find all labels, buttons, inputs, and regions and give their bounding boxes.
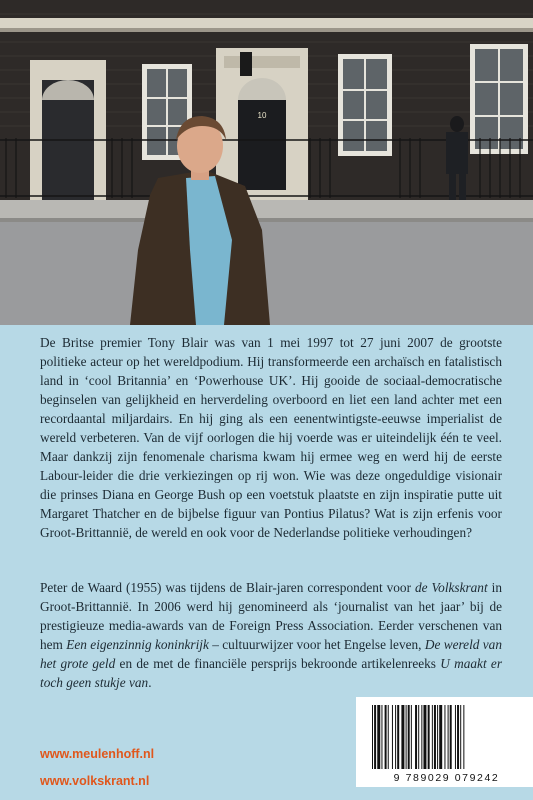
cover-photo-downing-street <box>0 0 533 325</box>
barcode <box>356 697 533 787</box>
barcode-bar <box>455 705 456 769</box>
bio-text-1: Peter de Waard (1955) was tijdens de Blair-jaren correspondent voor <box>40 580 415 595</box>
barcode-bar <box>463 705 464 769</box>
barcode-number: 9 789029 079242 <box>393 772 500 784</box>
barcode-bar <box>406 705 407 769</box>
blurb-paragraph: De Britse premier Tony Blair was van 1 mei 1997 tot 27 juni 2007 de grootste politieke acteur op het wereldpodium. Hij transformeerde een archaïsch en fatalistisch land in ‘cool Britannia’ en ‘Powerhouse UK’. Hij gooide de sociaal-democratische beginselen van gelijkheid en herverdeling overboord en liet een land achter met een recordaantal miljardairs. En hij ging als een eenentwintigste-eeuwse imperialist de wereld verbeteren. Van de vijf oorlogen die hij voerde was er uiteindelijk één te veel. Maar dankzij zijn fenomenale charisma kwam hij ermee weg en werd hij de eerste Labour-leider die drie verkiezingen op rij won. Wie was deze ongeduldige visionair die prinses Diana en George Bush op een voetstuk plaatste en zijn inspiratie putte uit Margaret Thatcher en de bijbelse figuur van Pontius Pilatus? Wat is zijn erfenis voor Groot-Brittannië, de wereld en ook voor de Nederlandse politieke verhoudingen? <box>40 335 502 540</box>
barcode-bar <box>421 705 422 769</box>
barcode-bar <box>385 705 387 769</box>
barcode-bar <box>444 705 445 769</box>
barcode-bar <box>381 705 382 769</box>
barcode-bar <box>374 705 376 769</box>
bio-text-5: . <box>148 675 152 690</box>
barcode-bar <box>448 705 449 769</box>
author-bio-paragraph <box>40 578 502 692</box>
barcode-bar <box>392 705 393 769</box>
bio-text-2: in Groot-Brittannië. In 2006 werd hij genomineerd als ‘journalist van het jaar’ bij de prestigieuze media-awards van de Foreign Press Association. Eerder verschenen van hem <box>40 580 502 652</box>
book-title-1: Een eigenzinnig koninkrijk <box>66 637 209 652</box>
door-number: 10 <box>257 111 267 120</box>
barcode-bar <box>411 705 412 769</box>
barcode-bar <box>377 705 380 769</box>
barcode-bar <box>432 705 433 769</box>
barcode-bar <box>401 705 404 769</box>
book-title-2: De wereld van het grote geld <box>40 637 502 671</box>
barcode-bar <box>450 705 452 769</box>
newspaper-title: de Volkskrant <box>414 580 488 595</box>
barcode-bar <box>395 705 396 769</box>
barcode-bar <box>439 705 442 769</box>
barcode-bar <box>418 705 419 769</box>
barcode-bar <box>408 705 410 769</box>
photo-illustration <box>0 0 533 325</box>
barcode-bar <box>372 705 373 769</box>
barcode-bars <box>370 705 520 769</box>
window-right-2 <box>470 44 528 154</box>
barcode-bar <box>428 705 430 769</box>
bio-text-4: en de met de financiële persprijs bekroonde artikelenreeks <box>115 656 441 671</box>
bio-text-3: – cultuurwijzer voor het Engelse leven, <box>208 637 425 652</box>
barcode-bar <box>434 705 436 769</box>
website-links <box>40 741 154 795</box>
barcode-bar <box>437 705 438 769</box>
barcode-bar <box>415 705 417 769</box>
newspaper-website-link[interactable]: www.volkskrant.nl <box>40 774 150 788</box>
author-bio <box>40 578 502 692</box>
barcode-bar <box>423 705 426 769</box>
book-title-3: U maakt er toch geen stukje van <box>40 656 502 690</box>
barcode-bar <box>397 705 399 769</box>
back-cover-blurb <box>40 333 502 542</box>
barcode-bar <box>388 705 389 769</box>
publisher-website-link[interactable]: www.meulenhoff.nl <box>40 747 155 761</box>
barcode-bar <box>457 705 459 769</box>
barcode-bar <box>460 705 461 769</box>
